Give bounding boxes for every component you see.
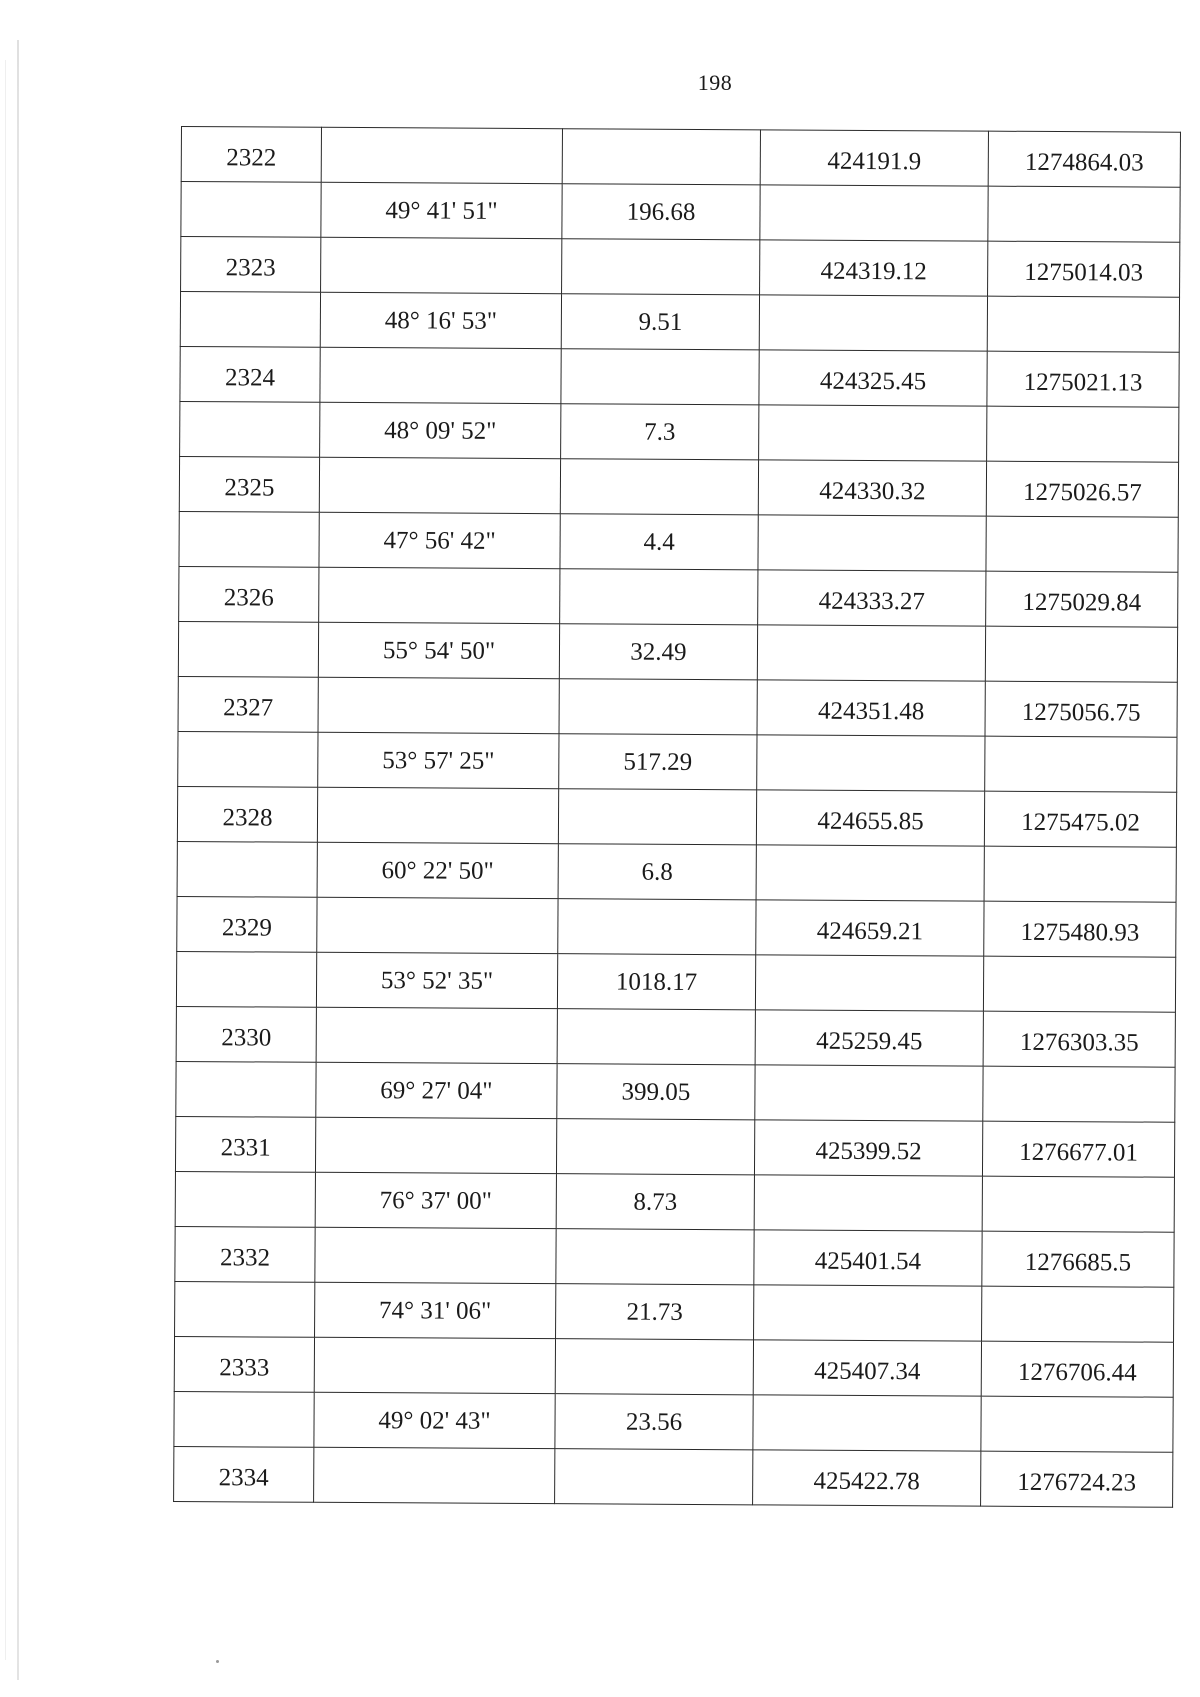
point-cell: 2326 — [179, 566, 319, 622]
northing-cell: 424351.48 — [757, 680, 985, 736]
northing-cell — [756, 845, 984, 901]
point-cell — [175, 1281, 315, 1337]
distance-cell — [560, 569, 758, 625]
northing-cell — [757, 625, 985, 681]
bearing-cell: 48° 09' 52" — [320, 402, 561, 458]
bearing-cell: 48° 16' 53" — [320, 292, 561, 348]
point-cell: 2332 — [175, 1226, 315, 1282]
distance-cell — [560, 459, 758, 515]
bearing-cell: 69° 27' 04" — [316, 1062, 557, 1118]
northing-cell: 424333.27 — [758, 570, 986, 626]
distance-cell — [556, 1229, 754, 1285]
distance-cell: 517.29 — [559, 734, 757, 790]
northing-cell: 425399.52 — [754, 1120, 982, 1176]
northing-cell — [759, 405, 987, 461]
distance-cell: 196.68 — [562, 184, 760, 240]
easting-cell: 1275014.03 — [988, 241, 1180, 297]
easting-cell — [982, 1286, 1174, 1342]
easting-cell: 1276303.35 — [983, 1011, 1175, 1067]
point-cell — [176, 951, 316, 1007]
bearing-cell: 47° 56' 42" — [319, 512, 560, 568]
point-cell — [176, 1061, 316, 1117]
easting-cell: 1275029.84 — [986, 571, 1178, 627]
distance-cell — [559, 679, 757, 735]
northing-cell — [760, 185, 988, 241]
scan-speck — [216, 1660, 219, 1663]
point-cell: 2331 — [175, 1116, 315, 1172]
distance-cell: 399.05 — [557, 1064, 755, 1120]
course-row — [176, 951, 1175, 1012]
point-row — [174, 1446, 1173, 1507]
distance-cell — [558, 899, 756, 955]
point-cell — [180, 401, 320, 457]
course-row — [178, 621, 1177, 682]
northing-cell — [757, 735, 985, 791]
point-cell: 2322 — [181, 127, 321, 183]
point-cell — [180, 292, 320, 348]
easting-cell — [985, 736, 1177, 792]
point-cell — [179, 511, 319, 567]
easting-cell — [986, 516, 1178, 572]
bearing-cell — [317, 897, 558, 953]
point-cell: 2330 — [176, 1006, 316, 1062]
point-cell: 2333 — [174, 1336, 314, 1392]
point-row — [178, 676, 1177, 737]
point-cell: 2328 — [177, 786, 317, 842]
easting-cell — [987, 296, 1179, 352]
distance-cell: 21.73 — [556, 1284, 754, 1340]
northing-cell: 424191.9 — [760, 130, 988, 186]
bearing-cell: 49° 02' 43" — [314, 1392, 555, 1448]
easting-cell: 1275480.93 — [984, 901, 1176, 957]
point-row — [174, 1336, 1173, 1397]
point-cell — [178, 731, 318, 787]
northing-cell: 424659.21 — [756, 900, 984, 956]
distance-cell: 4.4 — [560, 514, 758, 570]
easting-cell: 1275475.02 — [984, 791, 1176, 847]
distance-cell: 6.8 — [558, 844, 756, 900]
distance-cell: 1018.17 — [557, 954, 755, 1010]
course-row — [176, 1061, 1175, 1122]
easting-cell — [988, 186, 1180, 242]
bearing-cell — [315, 1117, 556, 1173]
easting-cell: 1275056.75 — [985, 681, 1177, 737]
easting-cell: 1276706.44 — [981, 1341, 1173, 1397]
scan-artifact — [5, 60, 6, 1660]
point-row — [180, 346, 1179, 407]
course-row — [181, 182, 1180, 243]
bearing-cell — [318, 677, 559, 733]
distance-cell: 7.3 — [561, 404, 759, 460]
course-row — [177, 841, 1176, 902]
point-cell — [178, 621, 318, 677]
bearing-cell: 53° 52' 35" — [316, 952, 557, 1008]
scan-artifact — [17, 40, 19, 1680]
easting-cell: 1276724.23 — [981, 1451, 1173, 1507]
easting-cell — [985, 626, 1177, 682]
northing-cell: 425407.34 — [753, 1340, 981, 1396]
point-row — [176, 1006, 1175, 1067]
easting-cell — [987, 406, 1179, 462]
point-row — [181, 237, 1180, 298]
northing-cell — [755, 955, 983, 1011]
easting-cell: 1275026.57 — [986, 461, 1178, 517]
easting-cell: 1276685.5 — [982, 1231, 1174, 1287]
northing-cell — [755, 1065, 983, 1121]
easting-cell — [982, 1176, 1174, 1232]
course-row — [179, 511, 1178, 572]
northing-cell — [753, 1395, 981, 1451]
point-cell: 2334 — [174, 1446, 314, 1502]
bearing-cell — [314, 1337, 555, 1393]
bearing-cell — [321, 237, 562, 293]
point-cell: 2324 — [180, 346, 320, 402]
bearing-cell — [317, 787, 558, 843]
easting-cell: 1276677.01 — [982, 1121, 1174, 1177]
distance-cell: 9.51 — [561, 294, 759, 350]
point-row — [177, 786, 1176, 847]
northing-cell — [759, 295, 987, 351]
northing-cell: 424325.45 — [759, 350, 987, 406]
bearing-cell: 53° 57' 25" — [318, 732, 559, 788]
coordinate-table — [173, 126, 1181, 1508]
bearing-cell — [315, 1227, 556, 1283]
distance-cell: 23.56 — [555, 1394, 753, 1450]
easting-cell — [983, 956, 1175, 1012]
point-cell: 2327 — [178, 676, 318, 732]
bearing-cell: 49° 41' 51" — [321, 182, 562, 238]
northing-cell: 424655.85 — [756, 790, 984, 846]
bearing-cell — [316, 1007, 557, 1063]
point-cell — [174, 1391, 314, 1447]
course-row — [178, 731, 1177, 792]
northing-cell: 424319.12 — [760, 240, 988, 296]
northing-cell — [754, 1175, 982, 1231]
bearing-cell: 60° 22' 50" — [317, 842, 558, 898]
distance-cell — [561, 349, 759, 405]
easting-cell — [981, 1396, 1173, 1452]
bearing-cell: 55° 54' 50" — [318, 622, 559, 678]
point-row — [181, 127, 1180, 188]
northing-cell: 424330.32 — [758, 460, 986, 516]
course-row — [174, 1391, 1173, 1452]
point-cell — [181, 182, 321, 238]
point-cell: 2329 — [177, 896, 317, 952]
coordinate-table-body — [174, 127, 1181, 1508]
point-cell: 2325 — [179, 456, 319, 512]
bearing-cell — [321, 127, 562, 183]
northing-cell: 425259.45 — [755, 1010, 983, 1066]
distance-cell: 8.73 — [556, 1174, 754, 1230]
distance-cell — [557, 1009, 755, 1065]
point-row — [175, 1226, 1174, 1287]
distance-cell — [555, 1449, 753, 1505]
point-row — [179, 566, 1178, 627]
bearing-cell: 76° 37' 00" — [315, 1172, 556, 1228]
point-cell: 2323 — [181, 237, 321, 293]
bearing-cell — [320, 347, 561, 403]
easting-cell — [984, 846, 1176, 902]
course-row — [180, 292, 1179, 353]
point-cell — [175, 1171, 315, 1227]
course-row — [175, 1171, 1174, 1232]
course-row — [175, 1281, 1174, 1342]
point-row — [175, 1116, 1174, 1177]
bearing-cell: 74° 31' 06" — [315, 1282, 556, 1338]
northing-cell — [758, 515, 986, 571]
point-cell — [177, 841, 317, 897]
course-row — [180, 401, 1179, 462]
distance-cell — [556, 1119, 754, 1175]
point-row — [177, 896, 1176, 957]
northing-cell: 425422.78 — [753, 1450, 981, 1506]
northing-cell: 425401.54 — [754, 1230, 982, 1286]
point-row — [179, 456, 1178, 517]
easting-cell — [983, 1066, 1175, 1122]
bearing-cell — [319, 567, 560, 623]
page-number: 198 — [697, 70, 733, 95]
distance-cell — [562, 129, 760, 185]
northing-cell — [754, 1285, 982, 1341]
distance-cell — [558, 789, 756, 845]
easting-cell: 1275021.13 — [987, 351, 1179, 407]
distance-cell: 32.49 — [559, 624, 757, 680]
bearing-cell — [314, 1447, 555, 1503]
bearing-cell — [319, 457, 560, 513]
distance-cell — [555, 1339, 753, 1395]
distance-cell — [562, 239, 760, 295]
easting-cell: 1274864.03 — [988, 131, 1180, 187]
